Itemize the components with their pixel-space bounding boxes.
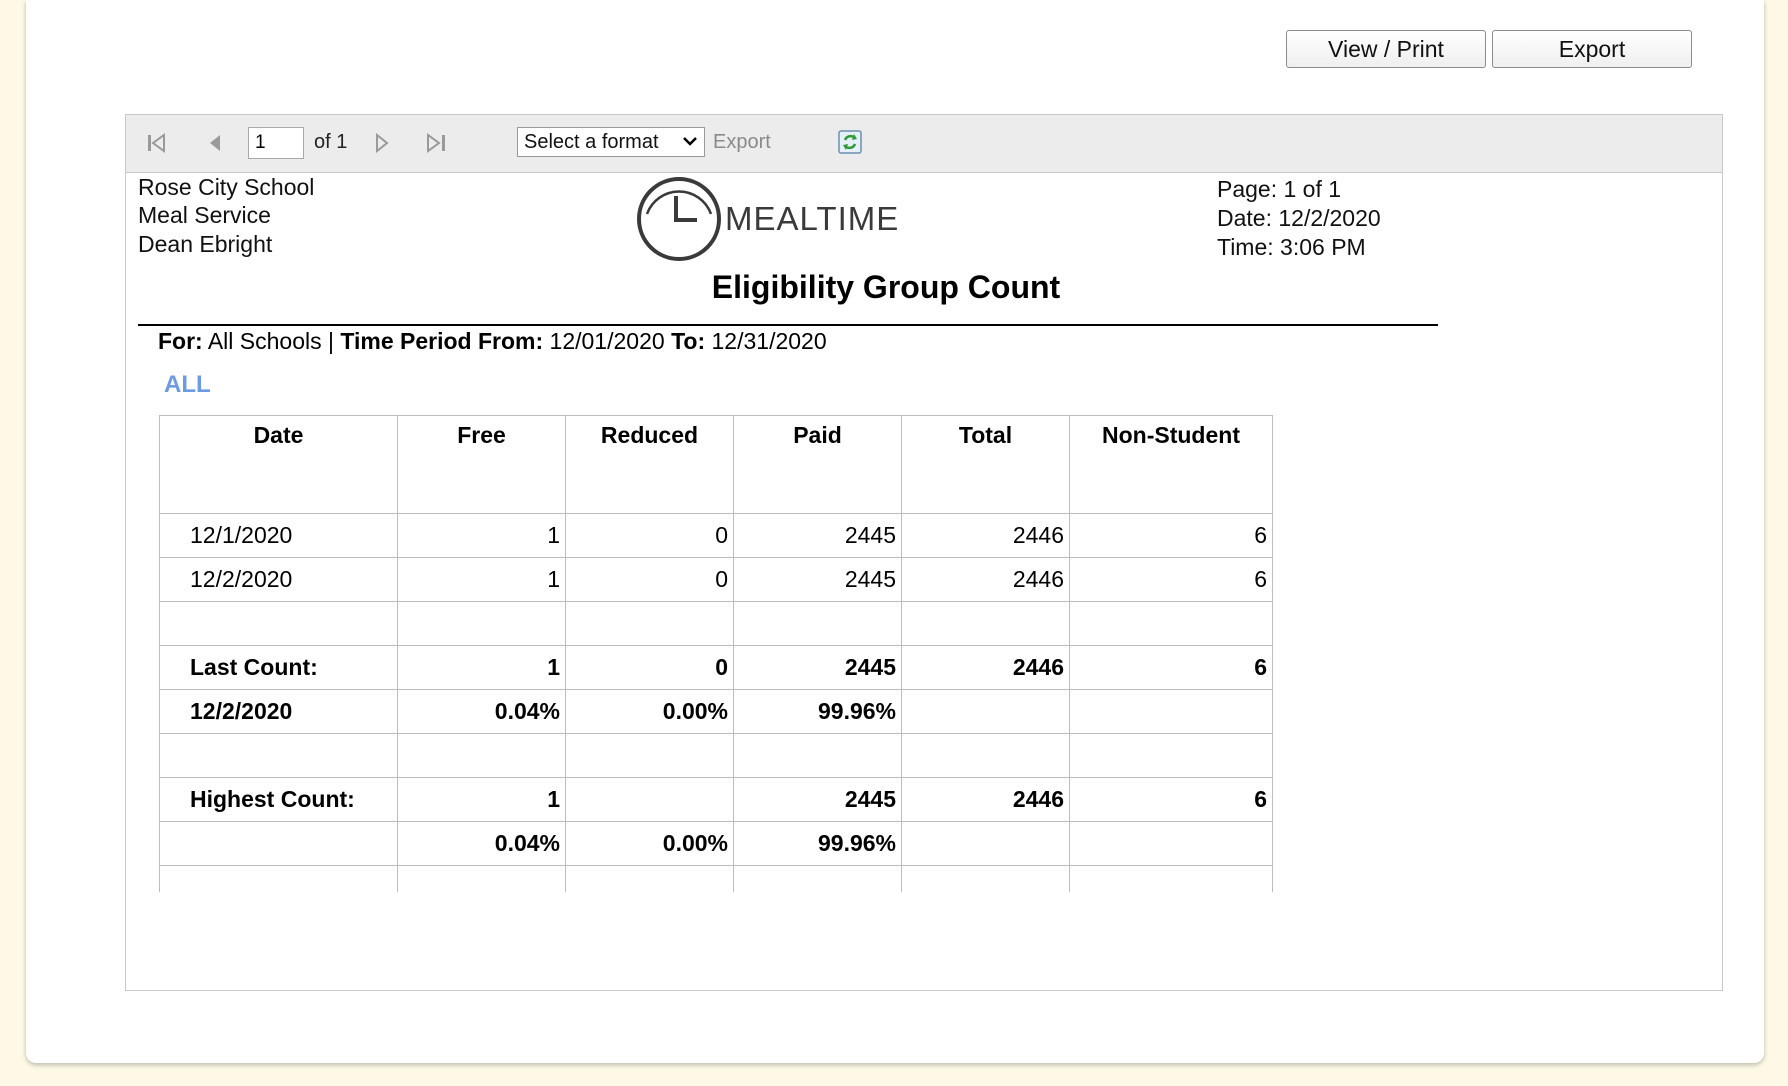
highest-count-row: Highest Count: 1 2445 2446 6 [160, 778, 1273, 822]
table-header-row [160, 416, 1273, 514]
chevron-down-icon [681, 132, 699, 156]
report-toolbar [126, 115, 1722, 173]
refresh-icon[interactable] [837, 129, 863, 155]
report-filter: For: All Schools | Time Period From: 12/01/2020 To: 12/31/2020 [158, 328, 827, 354]
format-select[interactable] [517, 127, 705, 157]
column-header: Date [160, 416, 398, 514]
table-row [160, 866, 1273, 892]
eligibility-table [159, 415, 1273, 892]
report-date: Date: 12/2/2020 [1217, 205, 1381, 231]
last-page-icon[interactable] [425, 130, 449, 156]
table-row: 12/2/2020 1 0 2445 2446 6 [160, 558, 1273, 602]
page-number-input[interactable] [248, 127, 304, 159]
previous-page-icon[interactable] [206, 130, 224, 156]
report-card [26, 0, 1764, 1063]
table-row [160, 734, 1273, 778]
column-header: Free [398, 416, 566, 514]
column-header: Reduced [566, 416, 734, 514]
last-count-row: Last Count: 1 0 2445 2446 6 [160, 646, 1273, 690]
group-label[interactable]: ALL [164, 371, 211, 398]
org-department: Meal Service [138, 202, 271, 228]
header-divider [138, 324, 1438, 326]
report-time: Time: 3:06 PM [1217, 234, 1366, 260]
first-page-icon[interactable] [146, 130, 168, 156]
next-page-icon[interactable] [373, 130, 391, 156]
report-title: Eligibility Group Count [711, 269, 1061, 305]
logo-text: MEALTIME [725, 200, 900, 237]
mealtime-logo [637, 174, 907, 269]
format-select-label: Select a format [524, 130, 659, 153]
page-count-label: of 1 [314, 131, 348, 153]
column-header: Non-Student [1070, 416, 1273, 514]
highest-count-percent-row: 0.04% 0.00% 99.96% [160, 822, 1273, 866]
page-info: Page: 1 of 1 [1217, 176, 1342, 202]
org-user: Dean Ebright [138, 231, 273, 257]
view-print-button[interactable]: View / Print [1286, 30, 1486, 68]
org-name: Rose City School [138, 174, 315, 200]
table-row [160, 602, 1273, 646]
export-button[interactable]: Export [1492, 30, 1692, 68]
report-viewer [125, 114, 1723, 991]
column-header: Total [902, 416, 1070, 514]
table-row: 12/1/2020 1 0 2445 2446 6 [160, 514, 1273, 558]
last-count-percent-row: 12/2/2020 0.04% 0.00% 99.96% [160, 690, 1273, 734]
column-header: Paid [734, 416, 902, 514]
toolbar-export-link[interactable]: Export [713, 131, 771, 153]
